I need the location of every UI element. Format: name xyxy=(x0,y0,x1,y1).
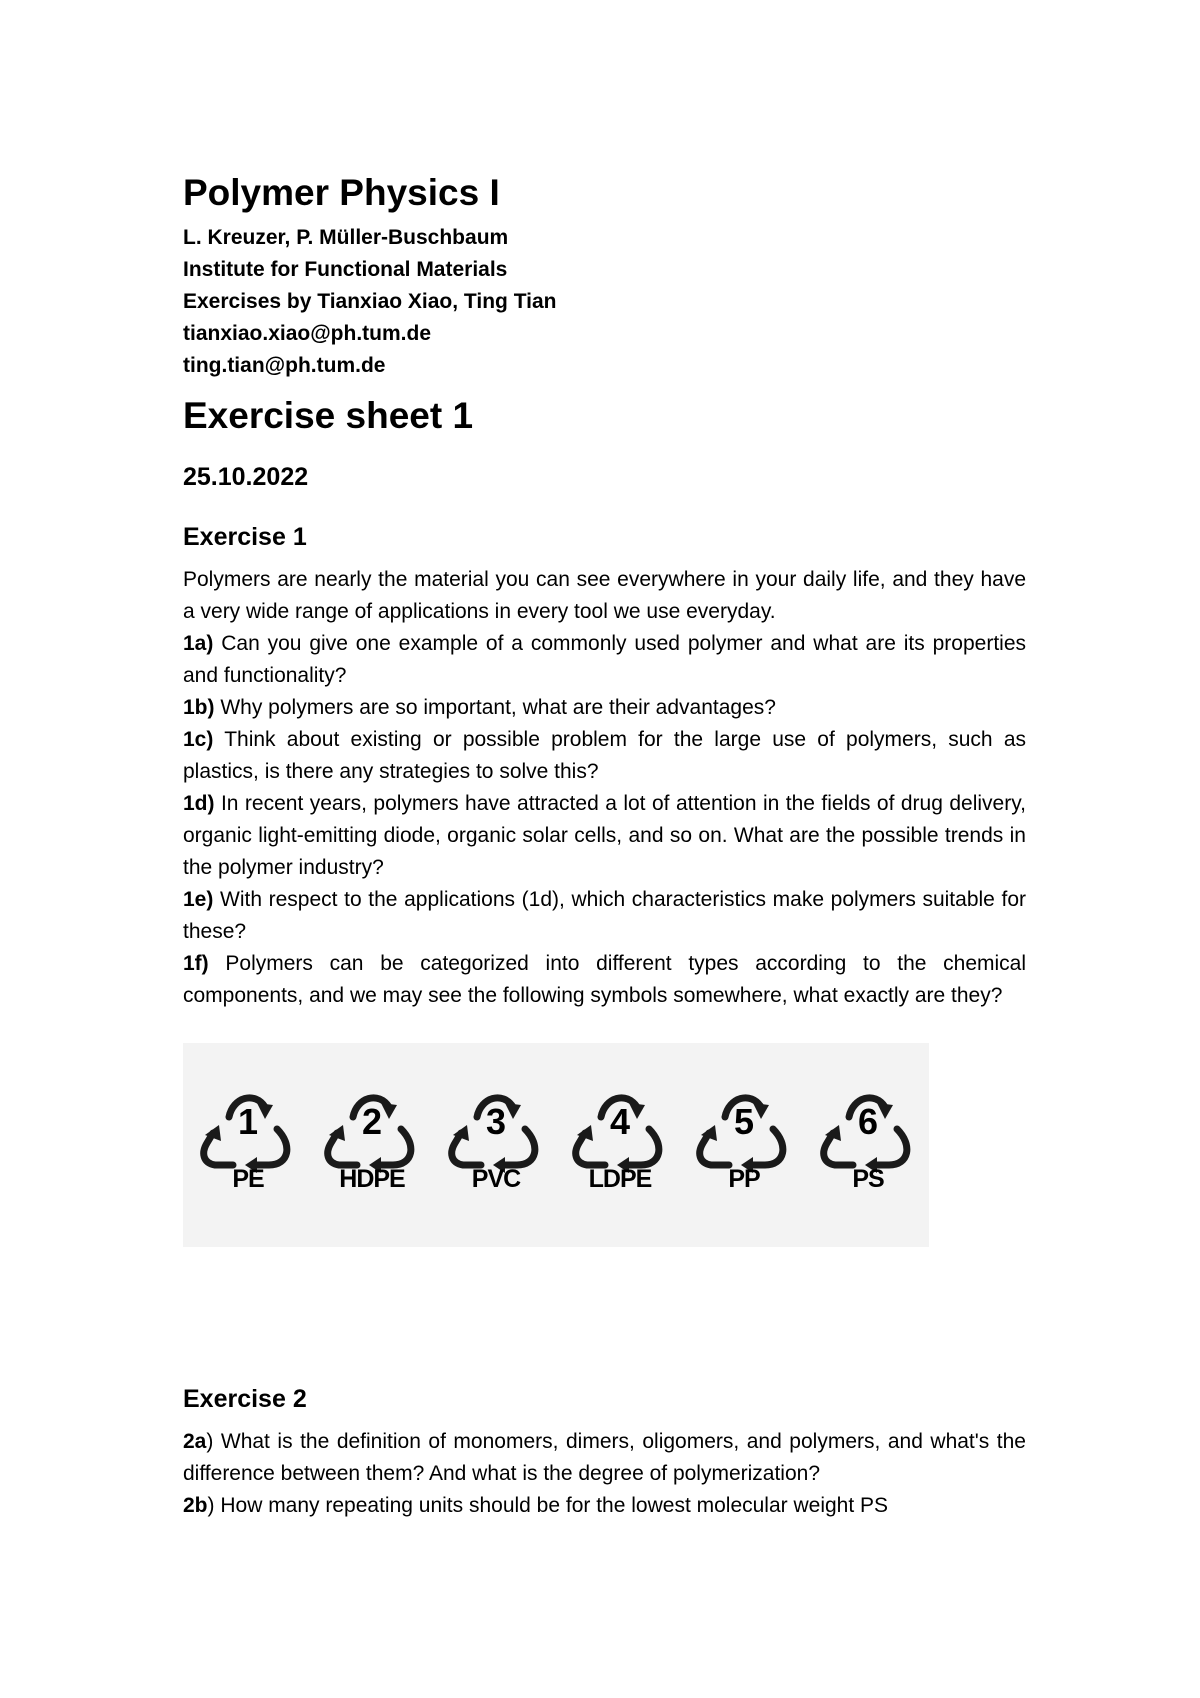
question-id: 1c) xyxy=(183,728,214,751)
recycling-code: PE xyxy=(232,1165,264,1193)
institute: Institute for Functional Materials xyxy=(183,258,508,281)
recycling-symbol-3 xyxy=(441,1079,551,1229)
question-text: Why polymers are so important, what are their advantages? xyxy=(214,696,776,719)
exercise-1-intro: Polymers are nearly the material you can see everywhere in your daily life, and they have a very wide range of applications in every tool we use everyday. xyxy=(183,568,1026,623)
question-1d xyxy=(183,788,1026,884)
course-title: Polymer Physics I xyxy=(183,172,500,213)
recycling-number: 3 xyxy=(485,1101,507,1142)
question-text: Polymers can be categorized into different types according to the chemical components, and we may see the following symbols somewhere, what exactly are they? xyxy=(183,952,1026,1007)
exercise-2-heading: Exercise 2 xyxy=(183,1385,307,1413)
exercise-2-body xyxy=(183,1426,1026,1522)
sheet-date: 25.10.2022 xyxy=(183,463,309,491)
question-id: 2a xyxy=(183,1430,207,1453)
question-1b xyxy=(183,692,1026,724)
recycling-symbol-1 xyxy=(193,1079,303,1229)
question-1a xyxy=(183,628,1026,692)
exercise-1-body xyxy=(183,564,1026,1012)
question-text: With respect to the applications (1d), which characteristics make polymers suitable for these? xyxy=(183,888,1026,943)
question-1e xyxy=(183,884,1026,948)
authors: L. Kreuzer, P. Müller-Buschbaum xyxy=(183,226,509,249)
course-meta xyxy=(183,222,1026,382)
exercise-1-heading: Exercise 1 xyxy=(183,523,307,551)
recycling-number: 5 xyxy=(733,1101,755,1142)
question-text: Can you give one example of a commonly used polymer and what are its properties and functionality? xyxy=(183,632,1026,687)
recycling-symbol-6 xyxy=(813,1079,923,1229)
question-1f xyxy=(183,948,1026,1012)
question-text: In recent years, polymers have attracted a lot of attention in the fields of drug delivery, organic light-emitting diode, organic solar cells, and so on. What are the possible trends in the polymer industry? xyxy=(183,792,1026,879)
question-2a xyxy=(183,1426,1026,1490)
recycling-number: 2 xyxy=(361,1101,383,1142)
recycling-symbols-figure xyxy=(183,1043,929,1247)
recycling-number: 6 xyxy=(857,1101,879,1142)
sheet-title: Exercise sheet 1 xyxy=(183,395,474,436)
question-2b xyxy=(183,1490,1026,1522)
question-id: 2b xyxy=(183,1494,208,1517)
question-id: 1b) xyxy=(183,696,215,719)
recycling-symbol-2 xyxy=(317,1079,427,1229)
recycling-number: 4 xyxy=(609,1101,631,1142)
recycling-code: PS xyxy=(852,1165,884,1193)
question-text: ) What is the definition of monomers, dimers, oligomers, and polymers, and what's the difference between them? And what is the degree of polymerization? xyxy=(183,1430,1026,1485)
question-text: ) How many repeating units should be for the lowest molecular weight PS xyxy=(207,1494,889,1517)
question-id: 1a) xyxy=(183,632,214,655)
recycling-symbol-5 xyxy=(689,1079,799,1229)
recycling-code: HDPE xyxy=(339,1165,405,1193)
email-1: tianxiao.xiao@ph.tum.de xyxy=(183,322,432,345)
recycling-code: PP xyxy=(728,1165,760,1193)
recycling-code: PVC xyxy=(471,1165,521,1193)
question-id: 1e) xyxy=(183,888,214,911)
exercises-by: Exercises by Tianxiao Xiao, Ting Tian xyxy=(183,290,557,313)
recycling-symbol-4 xyxy=(565,1079,675,1229)
recycling-code: LDPE xyxy=(588,1165,652,1193)
question-1c xyxy=(183,724,1026,788)
question-id: 1d) xyxy=(183,792,215,815)
question-id: 1f) xyxy=(183,952,209,975)
document-content xyxy=(183,170,1026,1522)
recycling-number: 1 xyxy=(237,1101,259,1142)
email-2: ting.tian@ph.tum.de xyxy=(183,354,386,377)
question-text: Think about existing or possible problem for the large use of polymers, such as plastics, is there any strategies to solve this? xyxy=(183,728,1026,783)
